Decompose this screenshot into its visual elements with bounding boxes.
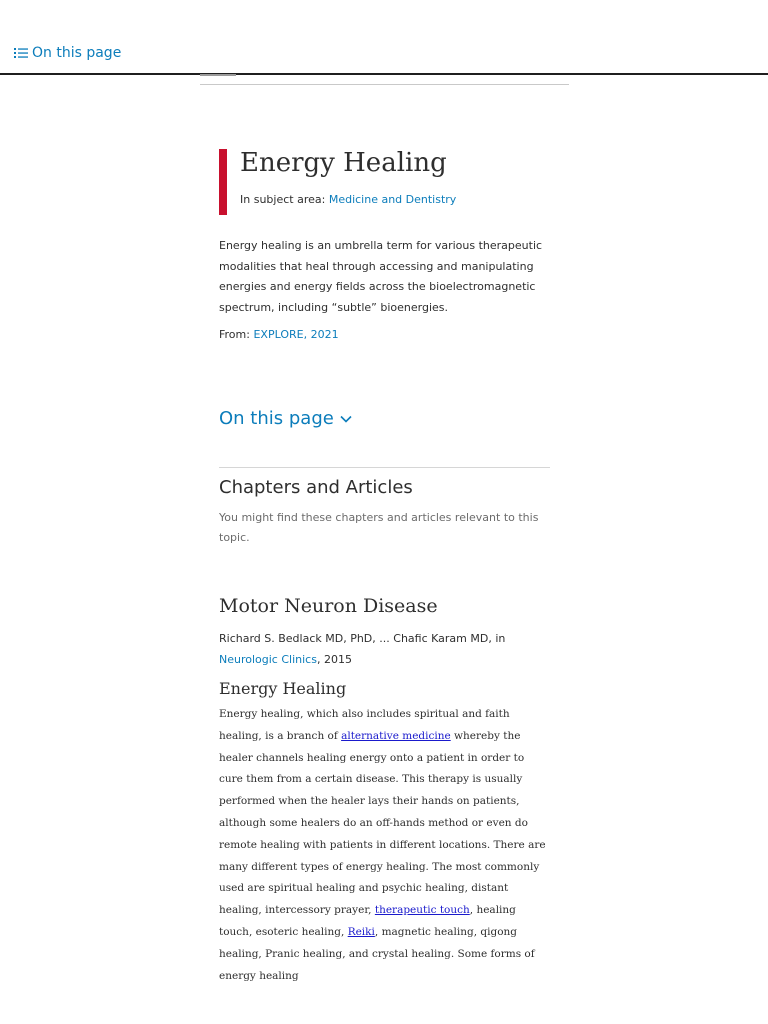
article-year: , 2015 bbox=[316, 652, 352, 666]
article-title[interactable]: Motor Neuron Disease bbox=[219, 595, 438, 617]
excerpt-text: , healing touch, esoteric healing, bbox=[219, 904, 516, 938]
on-this-page-toggle[interactable] bbox=[14, 45, 121, 61]
chapters-intro: You might find these chapters and articles relevant to this topic. bbox=[219, 511, 539, 544]
alternative-medicine-link[interactable]: alternative medicine bbox=[341, 729, 451, 742]
subject-area-prefix: In subject area: bbox=[240, 193, 326, 206]
subject-area-link[interactable]: Medicine and Dentistry bbox=[328, 193, 457, 206]
excerpt-text: whereby the healer channels healing energy onto a patient in order to cure them from a certain disease. This therapy is usually performed when the healer lays their hands on patients, although some healers do an off-hands method or even do remote healing with patients in different locations. There are many different types of energy healing. The most commonly used are spiritual healing and psychic healing, distant healing, intercessory prayer, bbox=[219, 729, 546, 917]
divider bbox=[219, 467, 550, 468]
article-item bbox=[219, 594, 549, 987]
chevron-down-icon bbox=[340, 415, 352, 423]
article-excerpt bbox=[219, 704, 549, 987]
therapeutic-touch-link[interactable]: therapeutic touch bbox=[374, 904, 470, 917]
top-bar bbox=[0, 0, 768, 75]
on-this-page-label: On this page bbox=[32, 45, 122, 61]
article-authors: Richard S. Bedlack MD, PhD, ... Chafic Karam MD, in bbox=[219, 632, 506, 645]
excerpt-text: , magnetic healing, qigong healing, Pranic healing, and crystal healing. Some forms of energy healing bbox=[219, 925, 535, 982]
journal-link[interactable]: Neurologic Clinics bbox=[219, 652, 317, 666]
source-link[interactable]: EXPLORE, 2021 bbox=[253, 328, 339, 341]
divider bbox=[200, 84, 569, 85]
divider bbox=[200, 74, 236, 76]
subject-area bbox=[240, 193, 559, 206]
accent-bar bbox=[219, 149, 227, 215]
on-this-page-expander[interactable] bbox=[219, 408, 352, 429]
topic-definition: Energy healing is an umbrella term for various therapeutic modalities that heal through accessing and manipulating energies and energy fields across the bioelectromagnetic spectrum, including “subtle” bioenergies. bbox=[219, 239, 543, 314]
chapters-heading: Chapters and Articles bbox=[219, 477, 413, 498]
definition-source bbox=[219, 328, 339, 341]
list-icon bbox=[14, 47, 28, 59]
page-title: Energy Healing bbox=[240, 148, 447, 178]
on-this-page-expander-label: On this page bbox=[219, 408, 334, 429]
topic-header bbox=[219, 149, 559, 206]
article-meta bbox=[219, 629, 549, 670]
article-subheading: Energy Healing bbox=[219, 679, 347, 698]
excerpt-text: Energy healing, which also includes spiritual and faith healing, is a branch of bbox=[219, 708, 510, 742]
reiki-link[interactable]: Reiki bbox=[347, 925, 375, 938]
source-prefix: From: bbox=[219, 328, 250, 341]
